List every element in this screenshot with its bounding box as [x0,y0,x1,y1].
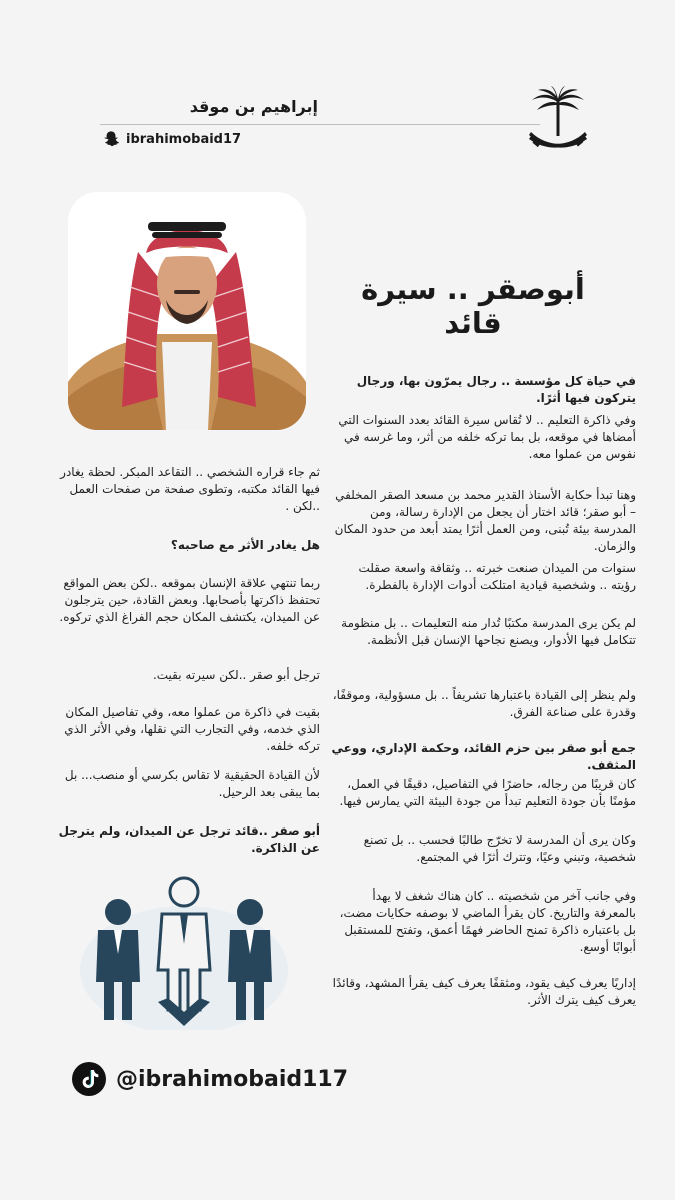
left-para-7: أبو صقر ..قائد ترجل عن الميدان، ولم يترجل عن الذاكرة. [58,824,320,855]
tiktok-handle: @ibrahimobaid117 [116,1066,349,1092]
article-title: أبوصقر .. سيرة قائد [361,272,585,340]
palm-swords-emblem-icon [527,86,589,156]
leadership-people-illustration [78,870,290,1030]
right-para-1: في حياة كل مؤسسة .. رجال يمرّون بها، ورجال يتركون فيها أثرًا. [356,374,636,405]
right-para-11: إداريًا يعرف كيف يقود، ومثقفًا يعرف كيف يقرأ المشهد، وقائدًا يعرف كيف يترك الأثر. [332,976,636,1007]
right-para-7: جمع أبو صقر بين حزم القائد، وحكمة الإداري، ووعي المثقف. [331,741,636,772]
right-para-8: كان قريبًا من رجاله، حاضرًا في التفاصيل، دقيقًا في العمل، مؤمنًا بأن جودة التعليم تبدأ من جودة البيئة التي يمارس فيها. [339,777,636,808]
left-para-4: ترجل أبو صقر ..لكن سيرته بقيت. [152,668,320,682]
portrait-photo [68,192,306,430]
snapchat-icon [102,130,120,148]
right-para-9: وكان يرى أن المدرسة لا تخرّج طالبًا فحسب .. بل تصنع شخصية، وتبني وعيًا، وتترك أثرًا في المجتمع. [363,833,636,864]
right-para-2: وفي ذاكرة التعليم .. لا تُقاس سيرة القائد بعدد السنوات التي أمضاها في موقعه، بل بما تركه خلفه من أثر، وما غرسه في نفوس من عملوا معه. [338,413,636,461]
snapchat-row [102,128,241,150]
left-para-5: بقيت في ذاكرة من عملوا معه، وفي تفاصيل المكان الذي خدمه، وفي التجارب التي نقلها، وفي الأثر الذي تركه خلفه. [64,705,320,753]
right-para-6: ولم ينظر إلى القيادة باعتبارها تشريفاً .. بل مسؤولية، وموقفًا، وقدرة على صناعة الفرق. [332,688,636,719]
author-name: إبراهيم بن موقد [189,97,318,116]
left-para-3: ربما تنتهي علاقة الإنسان بموقعه ..لكن بعض المواقع تحتفظ ذاكرتها بأصحابها. وبعض القادة، حين يترجلون عن الميدان، يكتشف المكان حجم الفراغ الذي تركوه. [59,576,320,624]
left-para-1: ثم جاء قراره الشخصي .. التقاعد المبكر. لحظة يغادر فيها القائد مكتبه، وتطوى صفحة من صفحات العمل ..لكن . [60,465,320,513]
tiktok-icon [72,1062,106,1096]
left-para-6: لأن القيادة الحقيقية لا تقاس بكرسي أو منصب... بل بما يبقى بعد الرحيل. [64,768,320,799]
header-divider [100,124,540,125]
right-para-3: وهنا تبدأ حكاية الأستاذ القدير محمد بن مسعد الصقر المخلفي – أبو صقر؛ قائد اختار أن يجعل من الإدارة رسالة، ومن المدرسة بيئة تُبنى، ومن العمل أثرًا يمتد أبعد من حدود المكان والزمان. [334,488,636,553]
right-para-5: لم يكن يرى المدرسة مكتبًا تُدار منه التعليمات .. بل منظومة تتكامل فيها الأدوار، ويصنع نجاحها الإنسان قبل الأنظمة. [341,616,636,647]
snapchat-handle: ibrahimobaid17 [126,131,242,147]
right-para-10: وفي جانب آخر من شخصيته .. كان هناك شغف لا يهدأ بالمعرفة والتاريخ. كان يقرأ الماضي لا بوصفه حكايات مضت، بل باعتباره ذاكرة تمنح الحاضر فهمًا أعمق، وتفتح للمستقبل أبوابًا أوسع. [339,889,636,954]
right-para-4: سنوات من الميدان صنعت خبرته .. وثقافة واسعة صقلت رؤيته .. وشخصية قيادية امتلكت أدوات الإدارة بالفطرة. [358,561,636,592]
left-para-2: هل يغادر الأثر مع صاحبه؟ [170,538,320,552]
tiktok-row [72,1062,348,1096]
